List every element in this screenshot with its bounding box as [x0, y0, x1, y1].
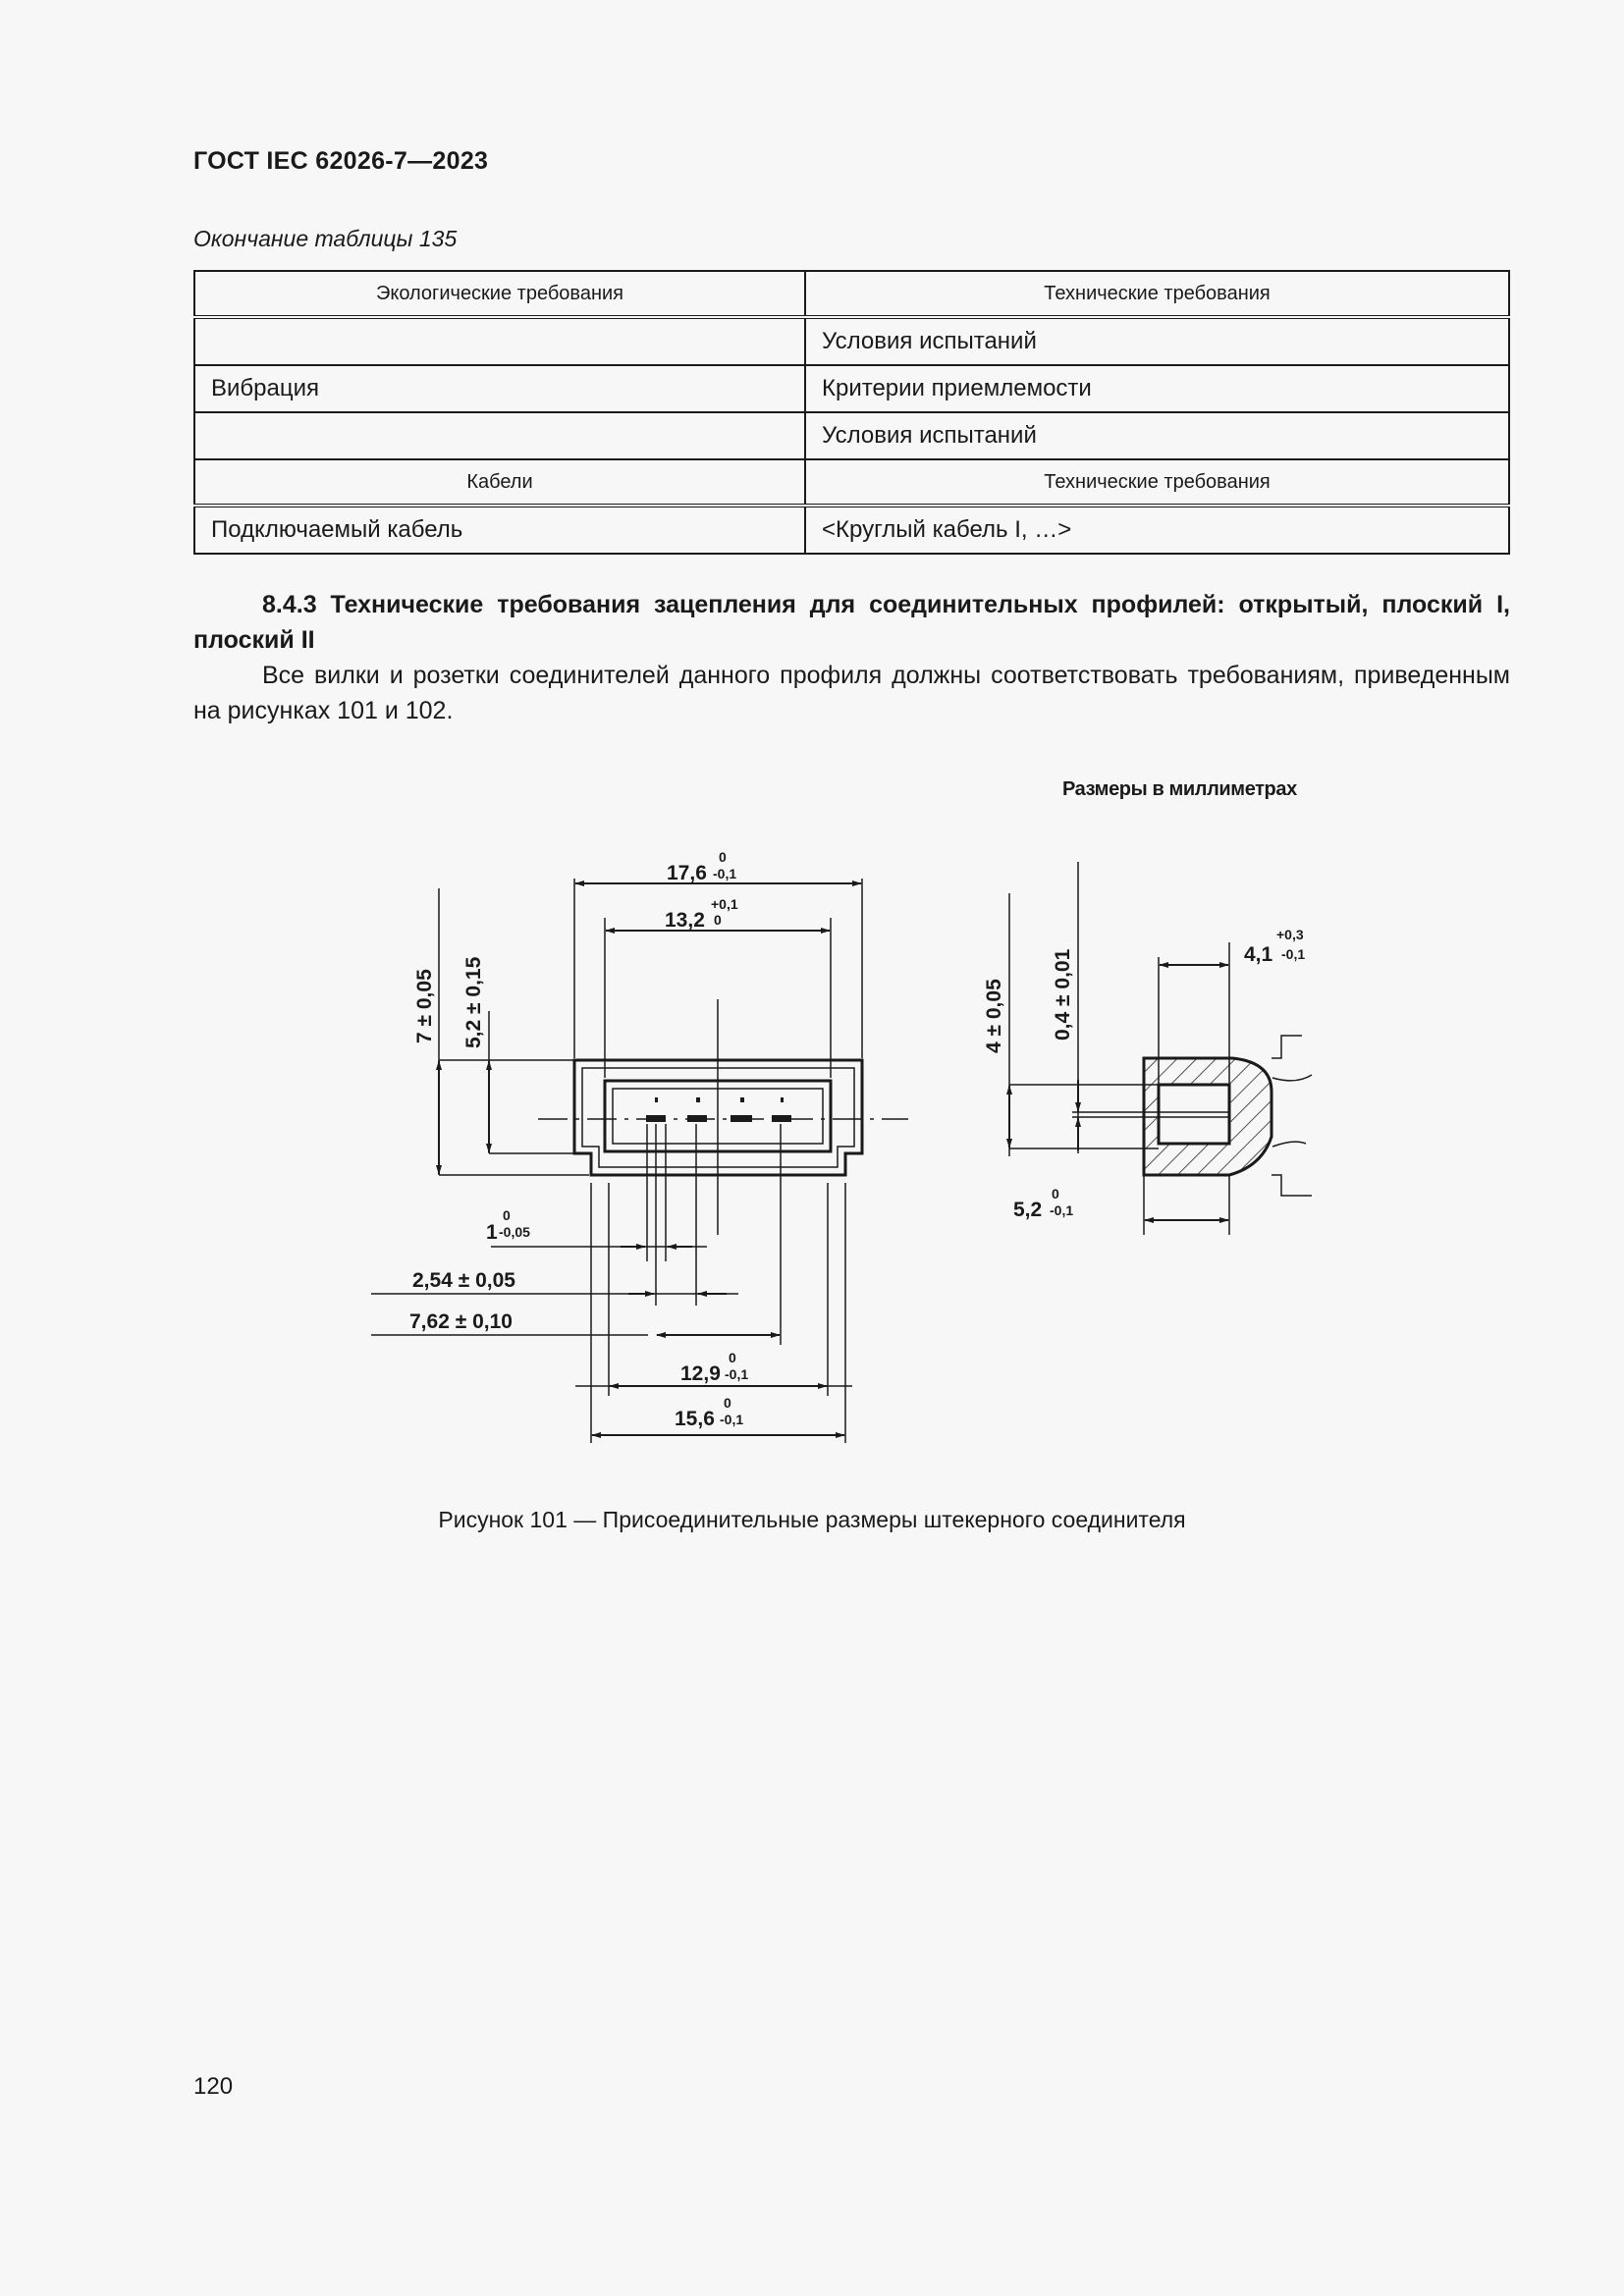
dim-tolerance-lower: -0,1 [720, 1412, 744, 1427]
dim-value: 1 [486, 1221, 498, 1244]
dim-label-17-6 [667, 849, 736, 884]
dim-tolerance-lower: 0 [714, 912, 722, 928]
dim-tolerance-lower: -0,1 [1281, 946, 1306, 962]
dim-tolerance-upper: 0 [729, 1350, 736, 1365]
table-cell: Условия испытаний [805, 412, 1509, 459]
dim-tolerance-upper: 0 [719, 849, 727, 865]
dim-tolerance-upper: 0 [1052, 1186, 1059, 1201]
table-caption: Окончание таблицы 135 [193, 226, 458, 251]
table-cell: Условия испытаний [805, 317, 1509, 365]
dim-label-13-2 [665, 896, 738, 932]
dim-label-0-4: 0,4 ± 0,01 [1052, 948, 1074, 1041]
dim-value: 15,6 [675, 1408, 715, 1430]
dim-label-4-1 [1244, 927, 1305, 966]
page-number: 120 [193, 2073, 234, 2100]
table-cell: Технические требования [805, 271, 1509, 317]
dim-tolerance-upper: 0 [724, 1395, 731, 1411]
dim-label-5-2: 5,2 ± 0,15 [462, 956, 485, 1048]
table-cell: <Круглый кабель I, …> [805, 506, 1509, 554]
dim-tolerance-upper: +0,3 [1276, 927, 1304, 942]
dim-value: 12,9 [680, 1362, 721, 1385]
table-cell: Кабели [194, 459, 805, 506]
units-note: Размеры в миллиметрах [1062, 778, 1297, 800]
dim-label-5-2-side [1013, 1186, 1073, 1221]
table-cell: Экологические требования [194, 271, 805, 317]
dim-label-1 [486, 1207, 530, 1244]
dim-tolerance-lower: -0,1 [725, 1366, 749, 1382]
dim-label-7: 7 ± 0,05 [413, 969, 436, 1043]
dim-tolerance-upper: 0 [503, 1207, 511, 1223]
dim-tolerance-lower: -0,1 [1050, 1202, 1074, 1218]
document-id: ГОСТ IEC 62026-7—2023 [193, 147, 489, 175]
dim-tolerance-lower: -0,1 [713, 866, 737, 881]
dim-value: 4,1 [1244, 943, 1273, 966]
dim-tolerance-upper: +0,1 [711, 896, 738, 912]
front-view [371, 879, 908, 1443]
table-cell: Технические требования [805, 459, 1509, 506]
dim-label-12-9 [680, 1350, 748, 1385]
dim-tolerance-lower: -0,05 [499, 1224, 530, 1240]
dim-label-4: 4 ± 0,05 [983, 979, 1005, 1053]
figure-caption: Рисунок 101 — Присоединительные размеры штекерного соединителя [438, 1507, 1186, 1532]
dim-label-2-54: 2,54 ± 0,05 [412, 1269, 515, 1292]
section-paragraph: Все вилки и розетки соединителей данного профиля должны соответствовать требованиям, приведенным на рисунках 101 и 102. [193, 662, 1510, 724]
table-cell: Подключаемый кабель [194, 506, 805, 554]
contact-pins [646, 1097, 791, 1122]
table-cell: Критерии приемлемости [805, 365, 1509, 412]
section-heading: 8.4.3 Технические требования зацепления для соединительных профилей: открытый, плоский I, плоский II [193, 591, 1510, 654]
dim-value: 17,6 [667, 862, 707, 884]
dim-value: 5,2 [1013, 1199, 1043, 1221]
table-cell: Вибрация [194, 365, 805, 412]
dim-label-7-62: 7,62 ± 0,10 [409, 1310, 513, 1333]
side-section-view [1009, 862, 1312, 1235]
dim-value: 13,2 [665, 909, 705, 932]
dim-label-15-6 [675, 1395, 743, 1430]
